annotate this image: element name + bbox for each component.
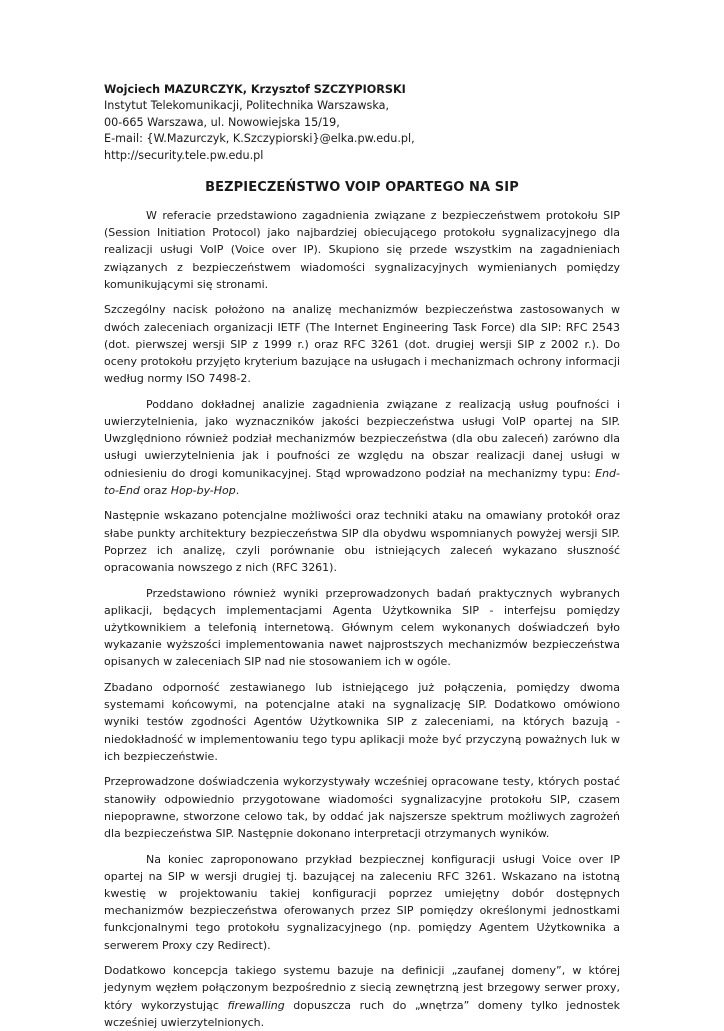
author-affiliation: Instytut Telekomunikacji, Politechnika Warszawska, — [104, 99, 390, 113]
paragraph-8: Na koniec zaproponowano przykład bezpiecznej konfiguracji usługi Voice over IP opartej na SIP w wersji drugiej tj. bazującej na zaleceniu RFC 3261. Wskazano na istotną kwestię w projektowaniu takiej konfiguracji poprzez umiejętny dobór dostępnych mechanizmów bezpieczeństwa oferowanych przez SIP pomiędzy określonymi jednostkami funkcjonalnymi tego protokołu sygnalizacyjnego (np. pomiędzy Agentem Użytkownika a serwerem Proxy czy Redirect). — [104, 852, 620, 952]
paragraph-9-text: Dodatkowo koncepcja takiego systemu bazuje na definicji „zaufanej domeny”, w której jedynym węzłem połączonym bezpośrednio z siecią zewnętrzną jest brzegowy serwer proxy, który wykorzystując — [104, 964, 620, 1012]
author-names: Wojciech MAZURCZYK, Krzysztof SZCZYPIORSKI — [104, 83, 406, 96]
paper-title: BEZPIECZEŃSTWO VOIP OPARTEGO NA SIP — [205, 180, 519, 196]
author-block — [104, 82, 620, 164]
paragraph-3-end: . — [235, 483, 240, 497]
author-email: E-mail: {W.Mazurczyk, K.Szczypiorski}@elka.pw.edu.pl, — [104, 132, 415, 146]
term-hop-by-hop: Hop-by-Hop — [170, 483, 236, 497]
paragraph-3 — [104, 396, 620, 499]
term-end-to-end: End-to-End — [104, 466, 620, 497]
paragraph-2: Szczególny nacisk położono na analizę mechanizmów bezpieczeństwa zastosowanych w dwóch zaleceniach organizacji IETF (The Internet Engineering Task Force) dla SIP: RFC 2543 (dot. pierwszej wersji SIP z 1999 r.) oraz RFC 3261 (dot. drugiej wersji SIP z 2002 r.). Do oceny protokołu przyjęto kryterium bazujące na usługach i mechanizmach ochrony informacji według normy ISO 7498-2. — [104, 303, 620, 386]
author-address: 00-665 Warszawa, ul. Nowowiejska 15/19, — [104, 115, 340, 129]
paragraph-3-text: Poddano dokładnej analizie zagadnienia związane z realizacją usług poufności i uwierzytelnienia, jako wyznaczników jakości bezpieczeństwa usługi VoIP opartej na SIP. Uwzględniono również podział mechanizmów bezpieczeństwa (dla obu zaleceń) zarówno dla usługi uwierzytelnienia jak i poufności ze względu na obszar realizacji danej usługi w odniesieniu do drogi komunikacyjnej. Stąd wprowadzono podział na mechanizmy typu: — [104, 397, 620, 480]
paragraph-9 — [104, 962, 620, 1031]
abstract-body — [104, 207, 620, 1031]
paragraph-5: Przedstawiono również wyniki przeprowadzonych badań praktycznych wybranych aplikacji, będących implementacjami Agenta Użytkownika SIP - interfejsu pomiędzy użytkownikiem a telefonią internetową. Głównym celem wykonanych doświadczeń było wykazanie wyższości implementowania nawet najprostszych mechanizmów bezpieczeństwa opisanych w zaleceniach SIP nad nie stosowaniem ich w ogóle. — [104, 586, 620, 669]
term-firewalling: firewalling — [227, 998, 285, 1012]
paragraph-7: Przeprowadzone doświadczenia wykorzystywały wcześniej opracowane testy, których postać stanowiły odpowiednio przygotowane wiadomości sygnalizacyjne protokołu SIP, czasem niepoprawne, stworzone celowo tak, by oddać jak najszersze spektrum możliwych zagrożeń dla bezpieczeństwa SIP. Następnie dokonano interpretacji otrzymanych wyników. — [104, 775, 620, 841]
paragraph-3-mid: oraz — [139, 483, 171, 497]
paragraph-6: Zbadano odporność zestawianego lub istniejącego już połączenia, pomiędzy dwoma systemami końcowymi, na potencjalne ataki na sygnalizację SIP. Dodatkowo omówiono wyniki testów zgodności Agentów Użytkownika SIP z zaleceniami, na których bazują - niedokładność w implementowaniu tego typu aplikacji może być przyczyną poważnych luk w ich bezpieczeństwie. — [104, 681, 620, 763]
paragraph-4: Następnie wskazano potencjalne możliwości oraz techniki ataku na omawiany protokół oraz słabe punkty architektury bezpieczeństwa SIP dla obydwu wspomnianych powyżej wersji SIP. Poprzez ich analizę, czyli porównanie obu istniejących zaleceń wykazano słuszność opracowania nowszego z nich (RFC 3261). — [104, 509, 620, 575]
paragraph-9-end: dopuszcza ruch do „wnętrza” domeny tylko jednostek wcześniej uwierzytelnionych. — [104, 998, 620, 1029]
author-url: http://security.tele.pw.edu.pl — [104, 148, 264, 162]
paragraph-1: W referacie przedstawiono zagadnienia związane z bezpieczeństwem protokołu SIP (Session Initiation Protocol) jako najbardziej obiecującego protokołu sygnalizacyjnego dla realizacji usługi VoIP (Voice over IP). Skupiono się przede wszystkim na zagadnieniach związanych z bezpieczeństwem wiadomości sygnalizacyjnych wymienianych pomiędzy komunikującymi się stronami. — [104, 209, 620, 291]
